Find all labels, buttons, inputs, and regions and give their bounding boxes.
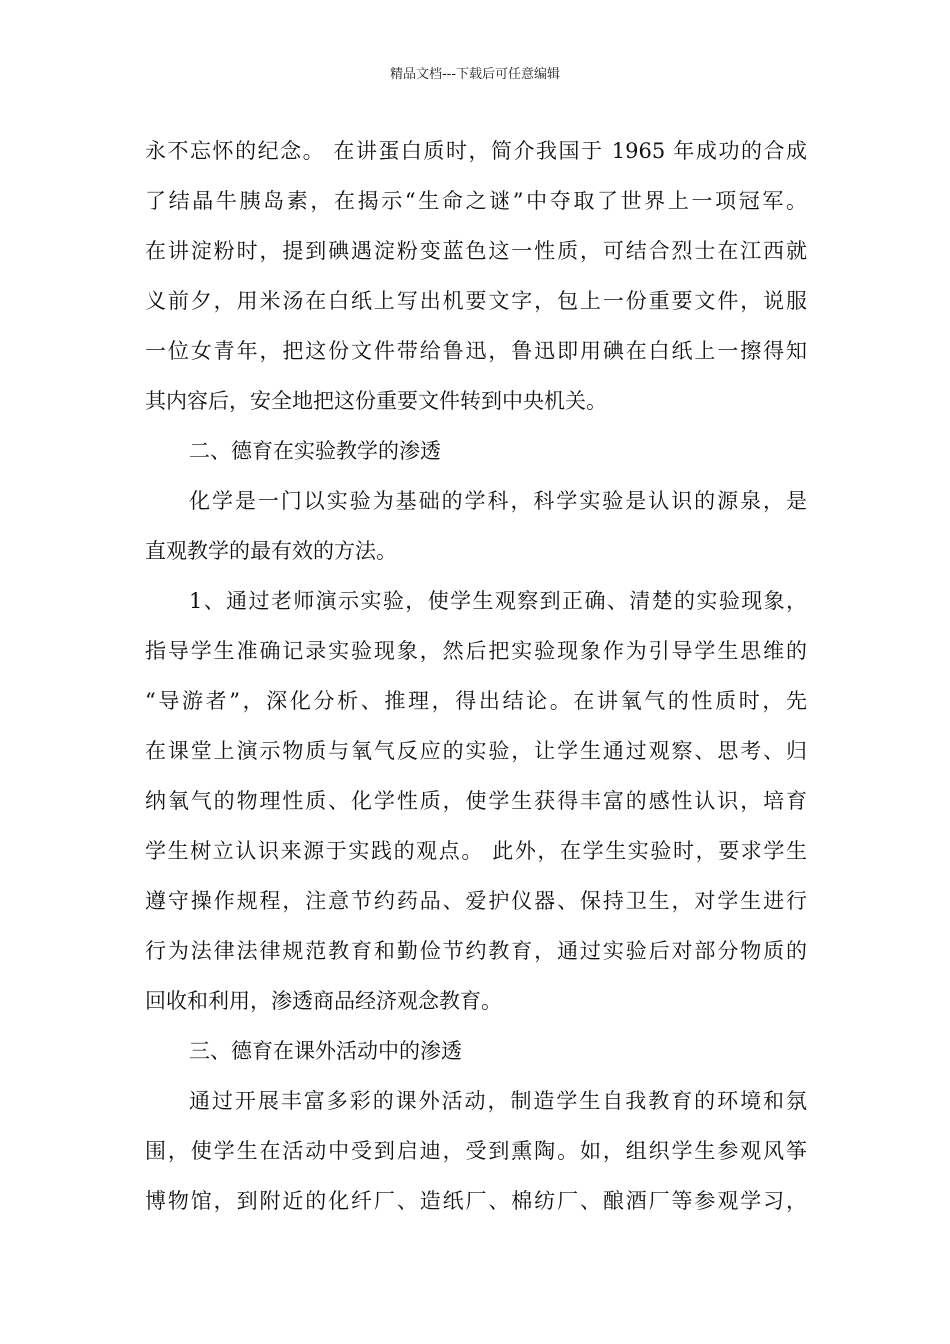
text-line: 了结晶牛胰岛素，在揭示“生命之谜”中夺取了世界上一项冠军。 [145, 189, 807, 213]
text-line: 1、通过老师演示实验，使学生观察到正确、清楚的实验现象， [189, 589, 807, 613]
document-body [145, 126, 807, 1226]
text-line: 行为法律法律规范教育和勤俭节约教育，通过实验后对部分物质的 [145, 939, 807, 963]
text-line: 指导学生准确记录实验现象，然后把实验现象作为引导学生思维的 [145, 639, 807, 663]
section-heading: 三、德育在课外活动中的渗透 [189, 1039, 462, 1063]
text-line: 一位女青年，把这份文件带给鲁迅，鲁迅即用碘在白纸上一擦得知 [145, 339, 807, 363]
text-line: 学生树立认识来源于实践的观点。 此外，在学生实验时，要求学生 [145, 839, 807, 863]
text-line: 博物馆，到附近的化纤厂、造纸厂、棉纺厂、酿酒厂等参观学习， [145, 1189, 807, 1213]
text-line: 在课堂上演示物质与氧气反应的实验，让学生通过观察、思考、归 [145, 739, 807, 763]
text-line: 在讲淀粉时，提到碘遇淀粉变蓝色这一性质，可结合烈士在江西就 [145, 239, 807, 263]
text-line: 纳氧气的物理性质、化学性质，使学生获得丰富的感性认识，培育 [145, 789, 807, 813]
text-line: 永不忘怀的纪念。 在讲蛋白质时，简介我国于 1965 年成功的合成 [145, 139, 807, 163]
text-line: 其内容后，安全地把这份重要文件转到中央机关。 [145, 389, 607, 413]
text-line: “导游者”，深化分析、推理，得出结论。在讲氧气的性质时，先 [145, 689, 807, 713]
section-heading: 二、德育在实验教学的渗透 [189, 439, 441, 463]
page-header: 精品文档---下载后可任意编辑 [389, 67, 561, 82]
text-line: 回收和利用，渗透商品经济观念教育。 [145, 989, 502, 1013]
text-line: 通过开展丰富多彩的课外活动，制造学生自我教育的环境和氛 [189, 1089, 807, 1113]
text-line: 义前夕，用米汤在白纸上写出机要文字，包上一份重要文件，说服 [145, 289, 807, 313]
text-line: 遵守操作规程，注意节约药品、爱护仪器、保持卫生，对学生进行 [145, 889, 807, 913]
text-line: 直观教学的最有效的方法。 [145, 539, 397, 563]
text-line: 化学是一门以实验为基础的学科，科学实验是认识的源泉，是 [189, 489, 807, 513]
text-line: 围，使学生在活动中受到启迪，受到熏陶。如，组织学生参观风筝 [145, 1139, 807, 1163]
